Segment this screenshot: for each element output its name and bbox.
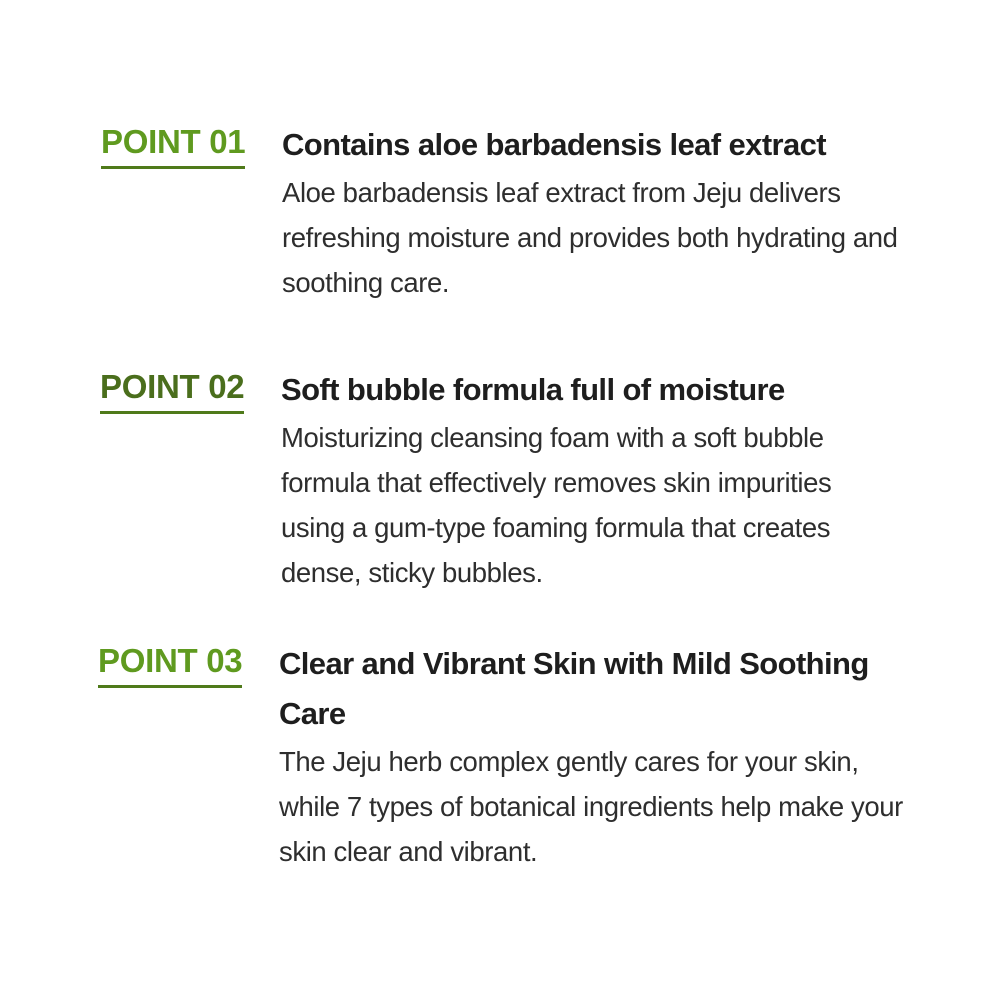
point-content (282, 120, 922, 305)
point-label: POINT 02 (100, 367, 244, 414)
point-label: POINT 01 (101, 122, 245, 169)
point-description: Aloe barbadensis leaf extract from Jeju delivers refreshing moisture and provides both hydrating and soothing care. (282, 177, 898, 298)
point-title: Contains aloe barbadensis leaf extract (282, 127, 827, 162)
point-description: Moisturizing cleansing foam with a soft bubble formula that effectively removes skin impurities using a gum-type foaming formula that creates dense, sticky bubbles. (281, 422, 832, 588)
point-label: POINT 03 (98, 641, 242, 688)
point-content (279, 639, 919, 874)
point-content (281, 365, 921, 595)
point-title: Clear and Vibrant Skin with Mild Soothing Care (279, 646, 869, 731)
point-description: The Jeju herb complex gently cares for your skin, while 7 types of botanical ingredients help make your skin clear and vibrant. (279, 746, 903, 867)
point-title: Soft bubble formula full of moisture (281, 372, 785, 407)
